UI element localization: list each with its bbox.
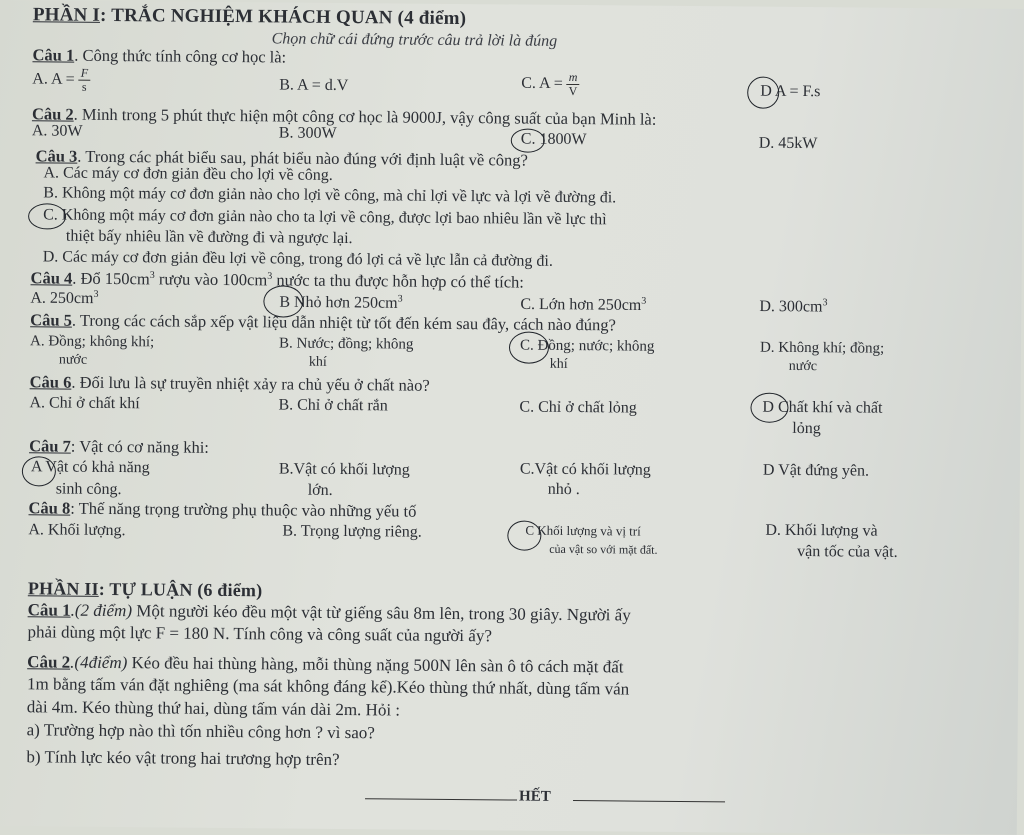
essay-2-line3: dài 4m. Kéo thùng thứ hai, dùng tấm ván dài 2m. Hỏi : [26, 697, 401, 720]
essay-1-line1: Câu 1.(2 điểm) Một người kéo đều một vật từ giếng sâu 8m lên, trong 30 giây. Người ấy [27, 600, 631, 625]
q7-option-c-line1: C.Vật có khối lượng [519, 460, 651, 479]
q1-option-b: B. A = d.V [279, 76, 349, 95]
answer-circle-mark [509, 331, 549, 363]
end-divider-right [573, 800, 725, 802]
answer-circle-mark [22, 456, 56, 486]
q2-option-d: D. 45kW [758, 134, 818, 153]
q3-option-c-line2: thiệt bấy nhiêu lần về đường đi và ngược lại. [65, 227, 353, 248]
q3-option-b: B. Không một máy cơ đơn giản nào cho lợi về công, mà chỉ lợi về lực và lợi về đường đi. [43, 184, 617, 207]
q3-option-c-line1: C. Không một máy cơ đơn giản nào cho ta lợi về công, được lợi bao nhiêu lần về lực thì [43, 206, 607, 229]
essay-1-line2: phải dùng một lực F = 180 N. Tính công và công suất của người ấy? [27, 622, 493, 646]
q3-option-d: D. Các máy cơ đơn giản đều lợi về công, trong đó lợi cả về lực lẫn cả đường đi. [42, 248, 554, 270]
answer-circle-mark [28, 203, 66, 229]
q1-option-a: A. A = $\frac{F}{s}$ [32, 65, 89, 94]
part2-title: PHẦN II: TỰ LUẬN (6 điểm) [27, 578, 263, 601]
q2-option-b: B. 300W [278, 124, 337, 142]
q2-option-a: A. 30W [31, 122, 83, 140]
part1-subtitle: Chọn chữ cái đứng trước câu trả lời là đúng [271, 30, 558, 50]
q1-option-c: C. A = $\frac{m}{V}$ [521, 69, 578, 99]
q8-option-a: A. Khối lượng. [28, 521, 126, 540]
q5-option-d-line1: D. Không khí; đồng; [759, 339, 885, 357]
q6-option-d-line2: lỏng [792, 419, 821, 438]
question-1: Câu 1. Công thức tính công cơ học là: [32, 45, 287, 67]
q8-option-b: B. Trọng lượng riêng. [282, 522, 422, 541]
q5-option-a-line1: A. Đồng; không khí; [29, 333, 155, 351]
answer-circle-mark [747, 77, 779, 109]
q5-option-b-line1: B. Nước; đồng; không [278, 335, 414, 353]
q1-option-d: D A = F.s [760, 82, 821, 101]
q8-option-c-line1: C Khối lượng và vị trí [525, 522, 641, 539]
question-6: Câu 6. Đối lưu là sự truyền nhiệt xảy ra chủ yếu ở chất nào? [29, 372, 430, 395]
question-4: Câu 4. Đổ $150cm^3$ rượu vào $100cm^3$ nước ta thu được hỗn hợp có thể tích: [30, 268, 524, 292]
q6-option-b: B. Chỉ ở chất rắn [278, 396, 388, 415]
q7-option-d: D Vật đứng yên. [762, 461, 870, 480]
essay-2-part-b: b) Tính lực kéo vật trong hai trương hợp trên? [26, 747, 340, 769]
q7-option-b-line1: B.Vật có khối lượng [278, 460, 410, 479]
fraction: $\frac{F}{s}$ [79, 67, 91, 94]
answer-circle-mark [511, 128, 545, 152]
essay-2-part-a: a) Trường hợp nào thì tốn nhiều công hơn ? vì sao? [26, 720, 375, 743]
essay-2-line1: Câu 2.(4điểm) Kéo đều hai thùng hàng, mỗi thùng nặng 500N lên sàn ô tô cách mặt đất [27, 652, 624, 677]
end-marker: HẾT [518, 788, 551, 805]
q6-option-a: A. Chỉ ở chất khí [29, 394, 140, 413]
part1-title: PHẦN I: TRẮC NGHIỆM KHÁCH QUAN (4 điểm) [32, 4, 467, 30]
answer-circle-mark [750, 393, 788, 423]
q5-option-c-line2: khí [549, 356, 568, 372]
end-divider-left [365, 798, 517, 800]
q5-option-c-line1: C. Đồng; nước; không [519, 337, 655, 355]
q6-option-c: C. Chỉ ở chất lỏng [519, 398, 637, 417]
q3-option-a: A. Các máy cơ đơn giản đều cho lợi về công. [43, 164, 333, 184]
question-2: Câu 2. Minh trong 5 phút thực hiện một công cơ học là 9000J, vậy công suất của bạn Minh là: [31, 104, 657, 129]
q8-option-d-line1: D. Khối lượng và [765, 521, 878, 540]
fraction: $\frac{m}{V}$ [568, 69, 578, 99]
q5-option-d-line2: nước [788, 358, 818, 375]
q8-option-c-line2: của vật so với mặt đất. [549, 541, 658, 557]
q4-option-c: C. Lớn hơn $250cm^3$ [520, 295, 647, 314]
q5-option-a-line2: nước [58, 352, 88, 368]
q7-option-a-line2: sinh công. [55, 480, 122, 499]
q8-option-d-line2: vận tốc của vật. [797, 542, 898, 561]
q4-option-a: A. $250cm^3$ [30, 288, 99, 308]
question-8: Câu 8: Thế năng trọng trường phụ thuộc vào những yếu tố [28, 498, 417, 521]
q2-option-c: C. 1800W [520, 130, 587, 149]
q7-option-a-line1: A Vật có khả năng [30, 458, 150, 477]
question-5: Câu 5. Trong các cách sắp xếp vật liệu dẫn nhiệt từ tốt đến kém sau đây, cách nào đúng? [30, 310, 616, 335]
answer-circle-mark [507, 520, 541, 550]
essay-2-line2: 1m bằng tấm ván đặt nghiêng (ma sát không đáng kể).Kéo thùng thứ nhất, dùng tấm ván [26, 674, 630, 699]
q7-option-b-line2: lớn. [307, 481, 333, 499]
q4-option-d: D. $300cm^3$ [759, 297, 828, 316]
q6-option-d-line1: D Chất khí và chất [762, 398, 883, 417]
q5-option-b-line2: khí [308, 354, 327, 370]
q7-option-c-line2: nhỏ . [547, 480, 580, 499]
question-3: Câu 3. Trong các phát biểu sau, phát biểu nào đúng với định luật về công? [35, 146, 528, 170]
q4-option-b: B Nhỏ hơn $250cm^3$ [279, 293, 403, 312]
question-7: Câu 7: Vật có cơ năng khi: [29, 436, 210, 457]
